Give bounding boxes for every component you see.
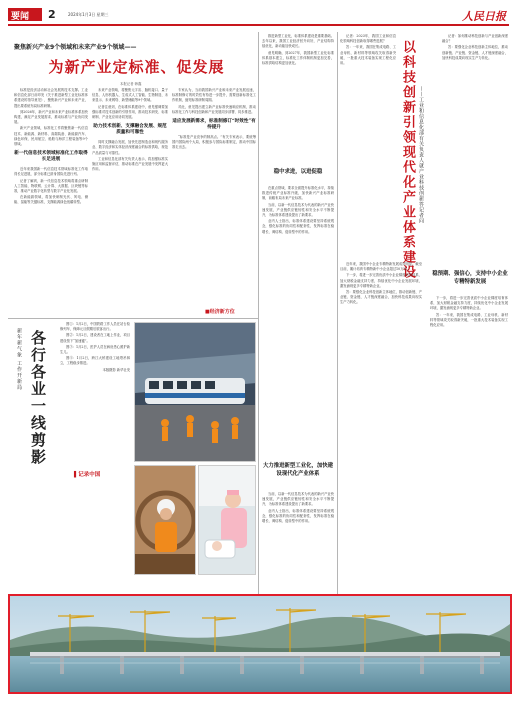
feature-col-right [442,34,508,264]
mid-paragraph: 推进新型工业化，标准体系建设是重要基础。去年以来，我国工业经济回升向好，产业结构持续优化，新动能加快成长。 [262,34,334,49]
lead-subheading-3: 适应发展新需求，标准制修订“时效性”有待提升 [172,119,256,131]
photo-captions [60,322,130,462]
feature-paragraph: 下一步，将进一步完善优质中小企业梯度培育体系，加大财税金融支持力度，持续优化中小企业发展环境，激发涌现更多专精特新企业。 [340,273,422,288]
lead-paragraph: 未来产业领域，将聚焦元宇宙、脑机接口、量子信息、人形机器人、生成式人工智能、生物制造、未来显示、未来网络、新型储能等9个领域。 [92,88,168,103]
mid-subheading-2: 大力推进新型工业化，加快建设现代化产业体系 [262,463,334,477]
lead-subheading-1: 新一代信息技术领域标准化工作取得长足进展 [14,151,88,163]
railway-image [135,323,256,462]
masthead-rule [8,24,509,26]
mid-paragraph: 意见明确，到2027年，我国新型工业化标准体系基本建立，标准化工作体制机制更加完善，标准供给结构更加优化。 [262,50,334,66]
photo-worker[interactable] [134,465,196,575]
lead-byline: 本报记者 韩鑫 [120,82,142,86]
lead-paragraph: 到2026年，新兴产业和未来产业标准体系加快构建，满足产业发展需求，推动标准与产业协同发展。 [14,109,88,125]
lead-paragraph: 对此，意见提出建立新产业标准快速响应机制，推动标准化工作与科技创新和产业发展同步部署、同步推进。 [172,104,256,114]
feature-col-left [340,34,396,254]
feature-paragraph: 记者：如何推动科技创新与产业创新深度融合？ [442,34,508,44]
feature-subheading: 稳预期、强信心，支持中小企业专精特新发展 [432,271,508,285]
square-icon: ▌ [74,472,79,478]
photo-credit: 本版摄影 新华社发 [102,367,130,372]
photo-bridge[interactable] [10,596,510,692]
issue-date: 2024年1月3日 星期三 [68,12,109,17]
mid-subheading-1: 稳中求进，以进促稳 [273,169,323,175]
mid-paragraph: 当前，以新一代信息技术为代表的新兴产业快速发展，产业链供应链韧性和安全水平不断提升，为标准体系建设提出了新要求。 [262,202,334,218]
lead-paragraph: 记者注意到，在标准体系建设中，意见强调要加强标准对技术创新的引领作用，推动技术研发、标准研制、产业化应用协同发展。 [92,104,168,120]
lead-paragraph: 在新能源领域，将加快研制光伏、风电、储能、氢能等关键标准，支撑能源绿色低碳转型。 [14,195,88,205]
masthead [8,8,509,22]
mid-paragraph: 业内人士指出，标准体系建设要坚持系统观念，强化标准的协同性和配套性，发挥标准在稳增长、调结构、促转型中的作用。 [262,219,334,234]
mid-paragraph: 当前，以新一代信息技术为代表的新兴产业快速发展，产业链供应链韧性和安全水平不断提升，为标准体系建设提出了新要求。 [262,492,334,507]
worker-image [135,466,196,575]
lead-paragraph: 记者了解到，新一代信息技术领域将重点研制人工智能、物联网、云计算、大数据、区块链等标准，推动产业数字化转型与数字产业化发展。 [14,178,88,194]
mid-paragraph: 在重点领域，要求全面提升标准化水平，持续推进传统产业标准升级，加快新兴产业标准研制，前瞻布局未来产业标准。 [262,186,334,201]
nurse-image [199,466,256,575]
related-tag[interactable] [205,308,235,315]
photo-feature-headline: 各行各业一线剪影 [29,330,47,466]
lead-kicker: 聚焦新兴产业9个领域和未来产业9个领域—— [14,44,137,51]
lead-paragraph: 专家认为，当前我国新兴产业和未来产业发展迅速，标准制修订的时效性有待进一步提升，需要创新标准化工作机制，缩短标准研制周期。 [172,88,256,103]
lead-paragraph: 近年来我国新一代信息技术领域标准化工作取得长足进展，部分标准已跻身国际先进行列。 [14,167,88,177]
lead-paragraph: 标准是经济活动和社会发展的技术支撑。工业和信息化部日前印发《关于推进新型工业化标准体系建设的指导意见》，聚焦新兴产业和未来产业，提出要系统布局标准研制。 [14,88,88,108]
section-label: 要闻 [11,12,30,22]
feature-paragraph: 答：一年来，我国在集成电路、工业母机、新材料等领域攻关取得新突破，一批重大技术装备实现工程化应用。 [340,45,396,66]
mid-col-middle [262,186,334,456]
feature-paragraph: 答：要强化企业科技创新主体地位，推动创新链、产业链、资金链、人才链深度融合，加快科技成果向现实生产力转化。 [442,45,508,60]
photo-caption: 图②：1月2日，建设者在工地上作业，项目建设按下“加速键”。 [60,333,130,343]
series-tag[interactable] [74,470,100,478]
feature-headline: 以科技创新引领现代化产业体系建设 [400,40,415,280]
column-divider [337,32,338,672]
column-divider [258,32,259,672]
feature-paragraph: 记者：2023年，我国工业和信息化领域科技创新取得哪些进展？ [340,34,396,44]
lead-col-2 [92,88,168,306]
page-number: 2 [48,8,56,21]
photo-caption: 图①：1月2日，中国铁路工作人员在站台检修列车，保障元旦假期后旅客出行。 [60,322,130,332]
lead-paragraph: “标准是产业竞争的制高点。”有关专家表示，要统筹国内国际两个大局，积极参与国际标准制定，推动中国标准走出去。 [172,135,256,150]
photo-nurse[interactable] [198,465,256,575]
lead-paragraph: 新兴产业领域，标准化工作将聚焦新一代信息技术、新能源、新材料、高端装备、新能源汽车、绿色环保、民用航空、船舶与海洋工程装备等9个领域。 [14,126,88,147]
lead-col-3 [172,88,256,306]
lead-col-1 [14,88,88,306]
photo-feature-kicker: 新年新气象 工作开新局 [16,328,22,391]
series-tag-label: 记录中国 [78,472,101,478]
feature-col-bottom [340,262,422,597]
feature-subtitle: ——工业和信息化部有关负责人就产业科技创新答记者问 [418,86,424,224]
photo-caption: 图③：1月2日，医护人员在病房悉心照护新生儿。 [60,344,130,355]
lead-paragraph: 工业和信息化部有关负责人表示，将加强标准实施应用和监督评估，推动标准在产业发展中发挥更大作用。 [92,156,168,172]
feature-col-bottom-right [430,296,508,596]
square-icon: ■ [205,309,210,315]
paper-logo: 人民日报 [462,10,506,23]
photo-caption: 图④：1月2日，跨江大桥建设工地塔吊林立，工程稳步推进。 [60,356,130,366]
lead-paragraph: 同时支撑融合发展，加快先进制造业和现代服务业、数字经济和实体经济深度融合的标准供给，规范产品质量与可靠性。 [92,140,168,155]
bridge-image [10,596,510,692]
feature-paragraph: 答：一年来，我国在集成电路、工业母机、新材料等领域攻关取得新突破，一批重大技术装备实现工程化应用。 [430,312,508,328]
lead-subheading-2: 助力技术创新、支撑融合发展、规范质量和可靠性 [93,124,167,136]
mid-paragraph: 业内人士指出，标准体系建设要坚持系统观念，强化标准的协同性和配套性，发挥标准在稳增长、调结构、促转型中的作用。 [262,508,334,524]
feature-paragraph: 近年来，我国中小企业专精特新发展成效明显。截至目前，累计培育专精特新中小企业超过10万家。 [340,262,422,272]
photo-railway[interactable] [134,322,256,462]
lead-headline: 为新产业定标准、促发展 [48,58,225,76]
related-tag-label: 经济新方位 [209,309,235,315]
feature-paragraph: 答：要强化企业科技创新主体地位，推动创新链、产业链、资金链、人才链深度融合，加快科技成果向现实生产力转化。 [340,290,422,305]
mid-col-top [262,34,334,169]
section-rule [8,318,258,319]
feature-paragraph: 下一步，将进一步完善优质中小企业梯度培育体系，加大财税金融支持力度，持续优化中小企业发展环境，激发涌现更多专精特新企业。 [430,296,508,311]
mid-col-bottom [262,492,334,597]
